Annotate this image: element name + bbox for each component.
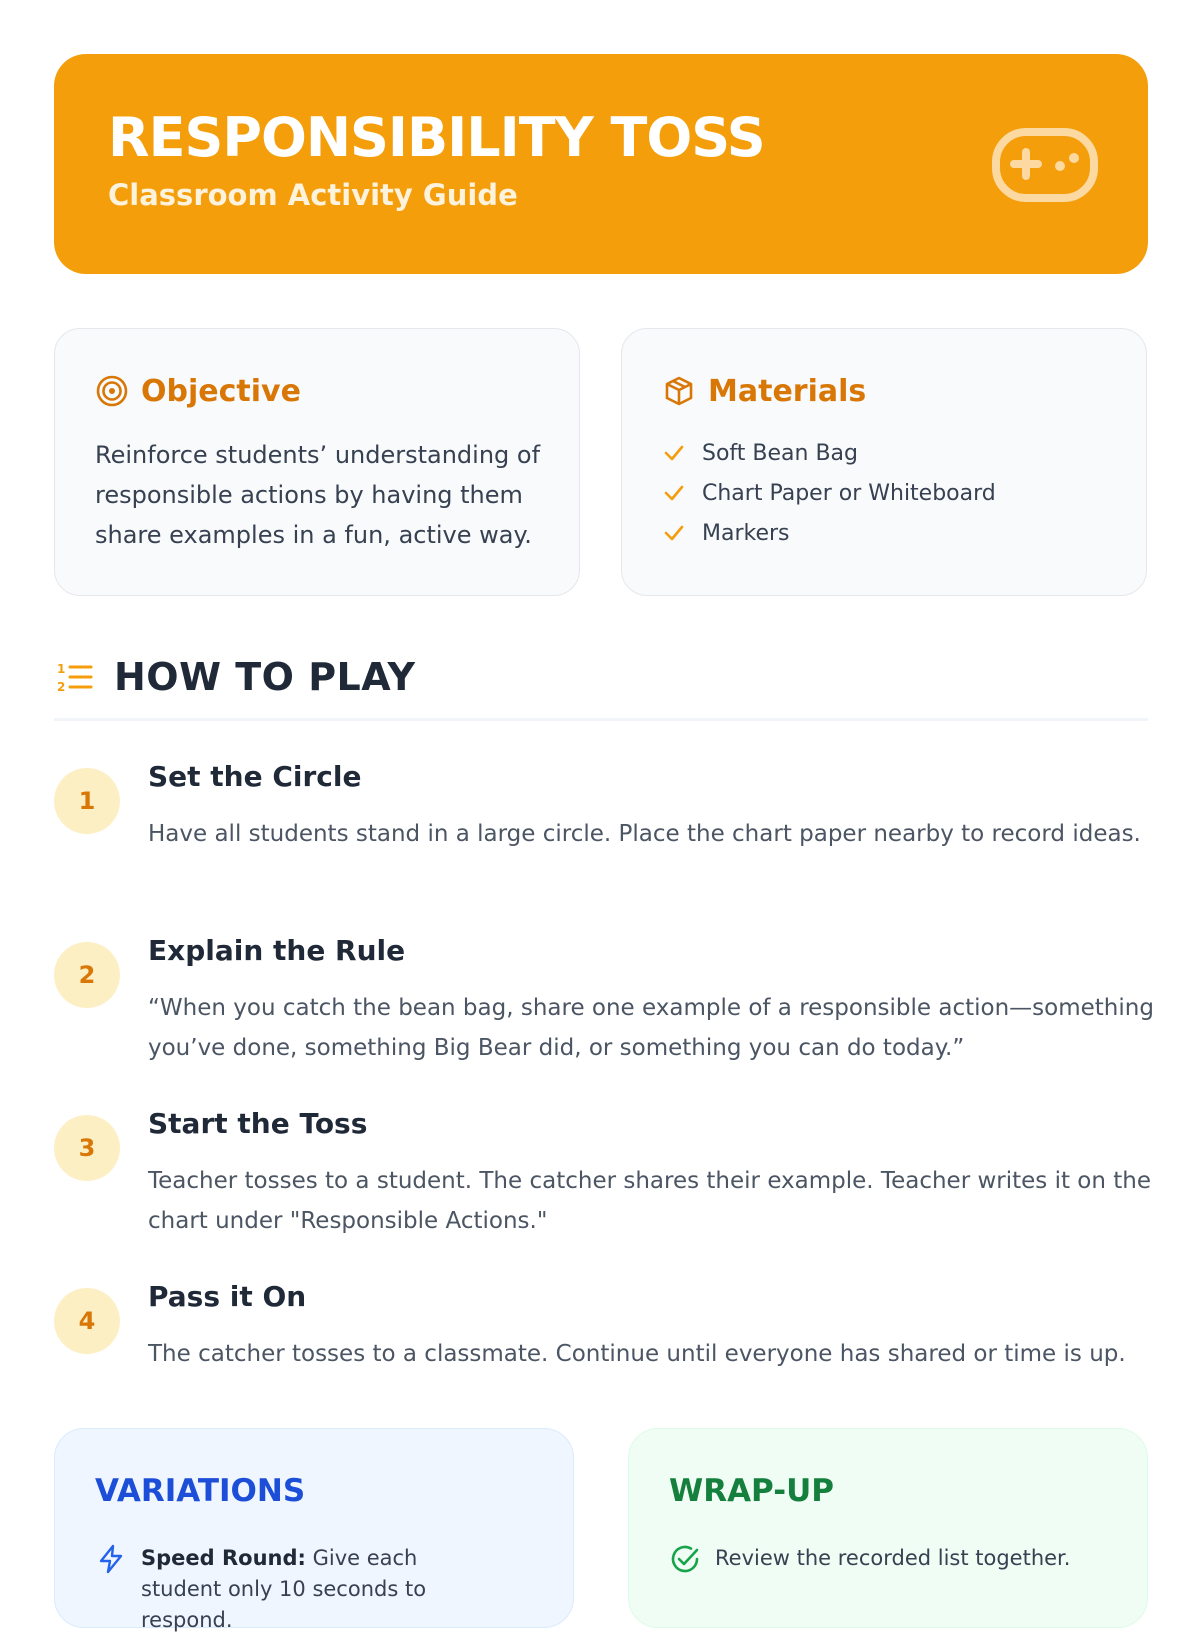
wrap-up-title: WRAP-UP xyxy=(669,1473,834,1509)
variation-label: Speed Round: xyxy=(141,1546,306,1570)
objective-title: Objective xyxy=(141,373,301,409)
step-text: Have all students stand in a large circle. Place the chart paper nearby to record ideas. xyxy=(148,821,1141,847)
step-title: Pass it On xyxy=(148,1280,307,1313)
step-title: Explain the Rule xyxy=(148,934,406,967)
check-icon xyxy=(662,441,686,465)
target-icon xyxy=(95,374,129,408)
gamepad-icon xyxy=(990,120,1100,210)
list-item xyxy=(662,473,996,513)
list-item xyxy=(662,513,996,553)
step-number-badge: 4 xyxy=(54,1288,120,1354)
materials-list xyxy=(662,433,996,553)
wrap-up-box xyxy=(628,1428,1148,1628)
materials-heading xyxy=(662,371,866,411)
variations-box xyxy=(54,1428,574,1632)
list-item xyxy=(669,1543,1135,1575)
svg-text:2: 2 xyxy=(57,680,66,694)
objective-card xyxy=(54,328,580,596)
step-number-badge: 2 xyxy=(54,942,120,1008)
step-title: Start the Toss xyxy=(148,1107,368,1140)
step-text: “When you catch the bean bag, share one example of a responsible action—something you’ve done, something Big Bear did, or something you can do today.” xyxy=(148,995,1154,1061)
section-title: HOW TO PLAY xyxy=(114,655,416,699)
material-label: Markers xyxy=(702,520,790,546)
variations-title: VARIATIONS xyxy=(95,1473,306,1509)
check-icon xyxy=(662,481,686,505)
list-item xyxy=(95,1543,501,1636)
step-number-badge: 3 xyxy=(54,1115,120,1181)
lightning-icon xyxy=(95,1543,127,1575)
material-label: Soft Bean Bag xyxy=(702,440,858,466)
page-subtitle: Classroom Activity Guide xyxy=(108,178,518,212)
page-title: RESPONSIBILITY TOSS xyxy=(108,106,765,169)
materials-card xyxy=(621,328,1147,596)
list-item xyxy=(662,433,996,473)
check-circle-icon xyxy=(669,1543,701,1575)
how-to-play-heading xyxy=(54,652,416,702)
header-banner xyxy=(54,54,1148,274)
material-label: Chart Paper or Whiteboard xyxy=(702,480,996,506)
step-text: Teacher tosses to a student. The catcher shares their example. Teacher writes it on the chart under "Responsible Actions." xyxy=(148,1168,1152,1234)
check-icon xyxy=(662,521,686,545)
divider xyxy=(54,718,1148,721)
svg-text:1: 1 xyxy=(57,662,66,676)
variation-description: Give each student only 10 seconds to respond. xyxy=(141,1546,427,1632)
materials-title: Materials xyxy=(708,373,867,409)
step-title: Set the Circle xyxy=(148,760,362,793)
step-number-badge: 1 xyxy=(54,768,120,834)
objective-heading xyxy=(95,371,301,411)
variation-text xyxy=(141,1543,501,1636)
objective-text: Reinforce students’ understanding of responsible actions by having them share examples in a fun, active way. xyxy=(95,441,541,549)
numbered-list-icon xyxy=(54,657,94,697)
step-text: The catcher tosses to a classmate. Continue until everyone has shared or time is up. xyxy=(148,1341,1126,1367)
box-icon xyxy=(662,374,696,408)
wrap-up-text: Review the recorded list together. xyxy=(715,1546,1071,1570)
